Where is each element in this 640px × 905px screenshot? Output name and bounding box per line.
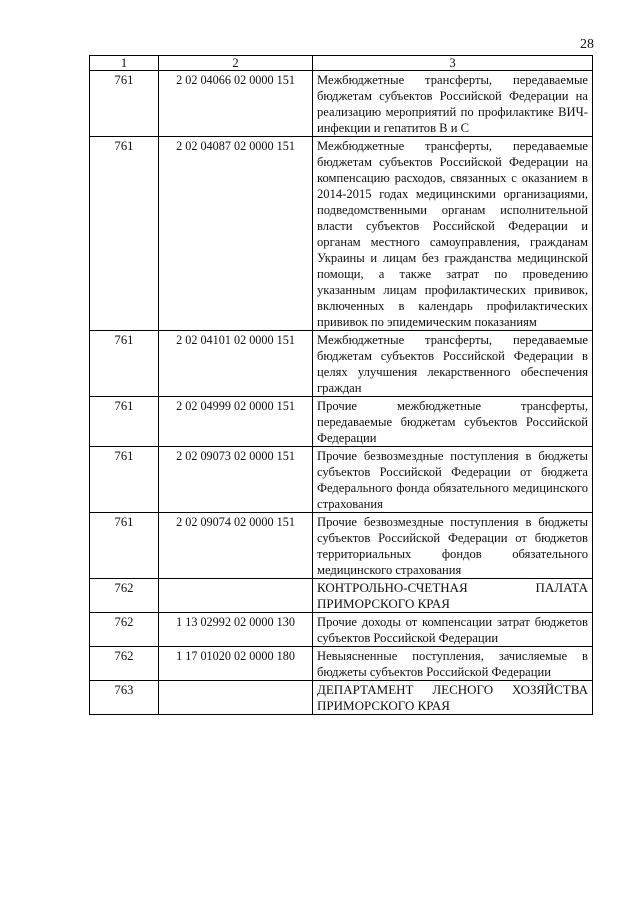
table-row: [90, 447, 593, 513]
revenue-name-cell: Прочие безвозмездные поступления в бюджеты субъектов Российской Федерации от бюджета Федерального фонда обязательного медицинского страхования: [313, 447, 593, 513]
admin-code-cell: 762: [90, 647, 159, 681]
revenue-code-cell: 2 02 04101 02 0000 151: [159, 331, 313, 397]
revenue-name-cell: Межбюджетные трансферты, передаваемые бюджетам субъектов Российской Федерации на реализацию мероприятий по профилактике ВИЧ-инфекции и гепатитов В и С: [313, 71, 593, 137]
revenue-name-cell: Межбюджетные трансферты, передаваемые бюджетам субъектов Российской Федерации в целях улучшения лекарственного обеспечения граждан: [313, 331, 593, 397]
revenue-name-cell: Межбюджетные трансферты, передаваемые бюджетам субъектов Российской Федерации на компенсацию расходов, связанных с оказанием в 2014-2015 годах медицинскими организациями, подведомственными органам исполнительной власти субъектов Российской Федерации и органам местного самоуправления, гражданам Украины и лицам без гражданства медицинской помощи, а также затрат по проведению указанным лицам профилактических прививок, включенных в календарь профилактических прививок по эпидемическим показаниям: [313, 137, 593, 331]
admin-code-cell: 761: [90, 331, 159, 397]
revenue-name-cell: Прочие безвозмездные поступления в бюджеты субъектов Российской Федерации от бюджетов территориальных фондов обязательного медицинского страхования: [313, 513, 593, 579]
admin-code-cell: 762: [90, 613, 159, 647]
admin-code-cell: 761: [90, 447, 159, 513]
table-row: [90, 513, 593, 579]
table-row: [90, 137, 593, 331]
administrator-name-cell: КОНТРОЛЬНО-СЧЕТНАЯ ПАЛАТА ПРИМОРСКОГО КРАЯ: [313, 579, 593, 613]
revenue-code-cell: 2 02 04999 02 0000 151: [159, 397, 313, 447]
table-row-section-header: [90, 681, 593, 715]
budget-codes-table: [89, 55, 593, 715]
revenue-code-cell: 1 17 01020 02 0000 180: [159, 647, 313, 681]
revenue-code-cell: 2 02 04066 02 0000 151: [159, 71, 313, 137]
revenue-name-cell: Прочие межбюджетные трансферты, передаваемые бюджетам субъектов Российской Федерации: [313, 397, 593, 447]
table-row: [90, 331, 593, 397]
column-header-3: 3: [313, 56, 593, 71]
revenue-code-cell: [159, 579, 313, 613]
page-number: 28: [580, 37, 594, 52]
revenue-code-cell: 2 02 09073 02 0000 151: [159, 447, 313, 513]
column-header-2: 2: [159, 56, 313, 71]
revenue-name-cell: Невыясненные поступления, зачисляемые в бюджеты субъектов Российской Федерации: [313, 647, 593, 681]
admin-code-cell: 761: [90, 137, 159, 331]
revenue-code-cell: 2 02 09074 02 0000 151: [159, 513, 313, 579]
administrator-name-cell: ДЕПАРТАМЕНТ ЛЕСНОГО ХОЗЯЙСТВА ПРИМОРСКОГО КРАЯ: [313, 681, 593, 715]
admin-code-cell: 761: [90, 71, 159, 137]
revenue-name-cell: Прочие доходы от компенсации затрат бюджетов субъектов Российской Федерации: [313, 613, 593, 647]
revenue-code-cell: 1 13 02992 02 0000 130: [159, 613, 313, 647]
table-row-section-header: [90, 579, 593, 613]
admin-code-cell: 761: [90, 513, 159, 579]
table-row: [90, 613, 593, 647]
table-row: [90, 647, 593, 681]
revenue-code-cell: [159, 681, 313, 715]
admin-code-cell: 763: [90, 681, 159, 715]
revenue-code-cell: 2 02 04087 02 0000 151: [159, 137, 313, 331]
table-row: [90, 71, 593, 137]
table-row: [90, 397, 593, 447]
column-header-1: 1: [90, 56, 159, 71]
admin-code-cell: 761: [90, 397, 159, 447]
admin-code-cell: 762: [90, 579, 159, 613]
table-header-row: [90, 56, 593, 71]
